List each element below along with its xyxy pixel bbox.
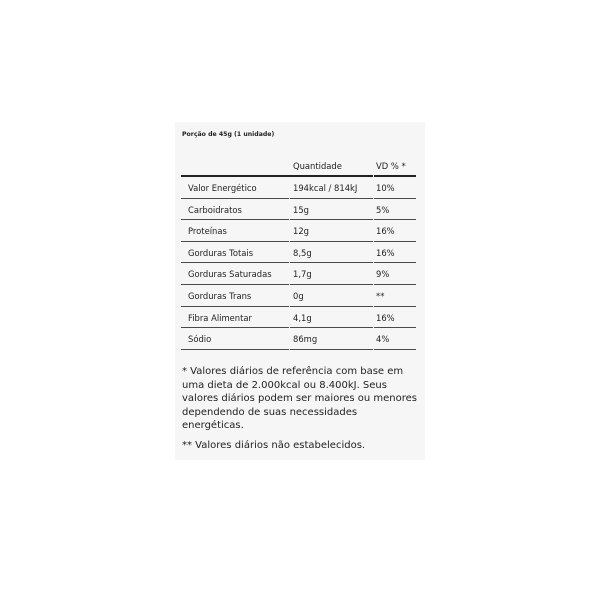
- nutrient-daily-value: 10%: [376, 183, 395, 193]
- footnote-not-established: ** Valores diários não estabelecidos.: [182, 440, 366, 451]
- nutrient-quantity: 194kcal / 814kJ: [293, 183, 358, 193]
- row-divider: [181, 349, 289, 350]
- table-row: [175, 285, 425, 307]
- nutrient-name: Gorduras Totais: [188, 247, 254, 258]
- nutrient-name: Gorduras Trans: [188, 291, 252, 301]
- nutrient-daily-value: 16%: [376, 247, 395, 258]
- nutrient-quantity: 4,1g: [293, 312, 312, 323]
- nutrient-name: Gorduras Saturadas: [188, 269, 272, 280]
- nutrient-quantity: 86mg: [293, 334, 318, 345]
- table-row: [175, 242, 425, 264]
- row-divider: [374, 349, 416, 350]
- nutrient-quantity: 1,7g: [293, 269, 312, 280]
- nutrient-name: Carboidratos: [188, 204, 242, 215]
- nutrient-name: Valor Energético: [188, 183, 257, 193]
- nutrient-daily-value: 5%: [376, 204, 390, 215]
- nutrient-daily-value: 9%: [376, 269, 390, 280]
- table-row: [175, 220, 425, 242]
- table-row: [175, 177, 425, 199]
- table-row: [175, 328, 425, 350]
- nutrient-quantity: 8,5g: [293, 247, 312, 258]
- header-quantity: Quantidade: [293, 161, 342, 171]
- nutrient-name: Sódio: [188, 334, 212, 345]
- nutrient-daily-value: **: [376, 291, 385, 301]
- header-daily-value: VD % *: [376, 161, 406, 171]
- nutrient-daily-value: 16%: [376, 226, 395, 237]
- table-row: [175, 263, 425, 285]
- nutrient-name: Fibra Alimentar: [188, 312, 252, 323]
- nutrient-quantity: 15g: [293, 204, 309, 215]
- footnote-reference-values: * Valores diários de referência com base em uma dieta de 2.000kcal ou 8.400kJ. Seus valores diários podem ser maiores ou menores dependendo de suas necessidades energéticas.: [182, 366, 417, 431]
- nutrient-daily-value: 16%: [376, 312, 395, 323]
- nutrient-quantity: 12g: [293, 226, 309, 237]
- table-row: [175, 307, 425, 329]
- table-row: [175, 199, 425, 221]
- nutrition-facts-panel: [175, 122, 425, 460]
- nutrient-quantity: 0g: [293, 291, 304, 301]
- nutrient-daily-value: 4%: [376, 334, 390, 345]
- portion-size-label: Porção de 45g (1 unidade): [182, 131, 275, 138]
- row-divider: [290, 349, 373, 350]
- nutrient-name: Proteínas: [188, 226, 227, 237]
